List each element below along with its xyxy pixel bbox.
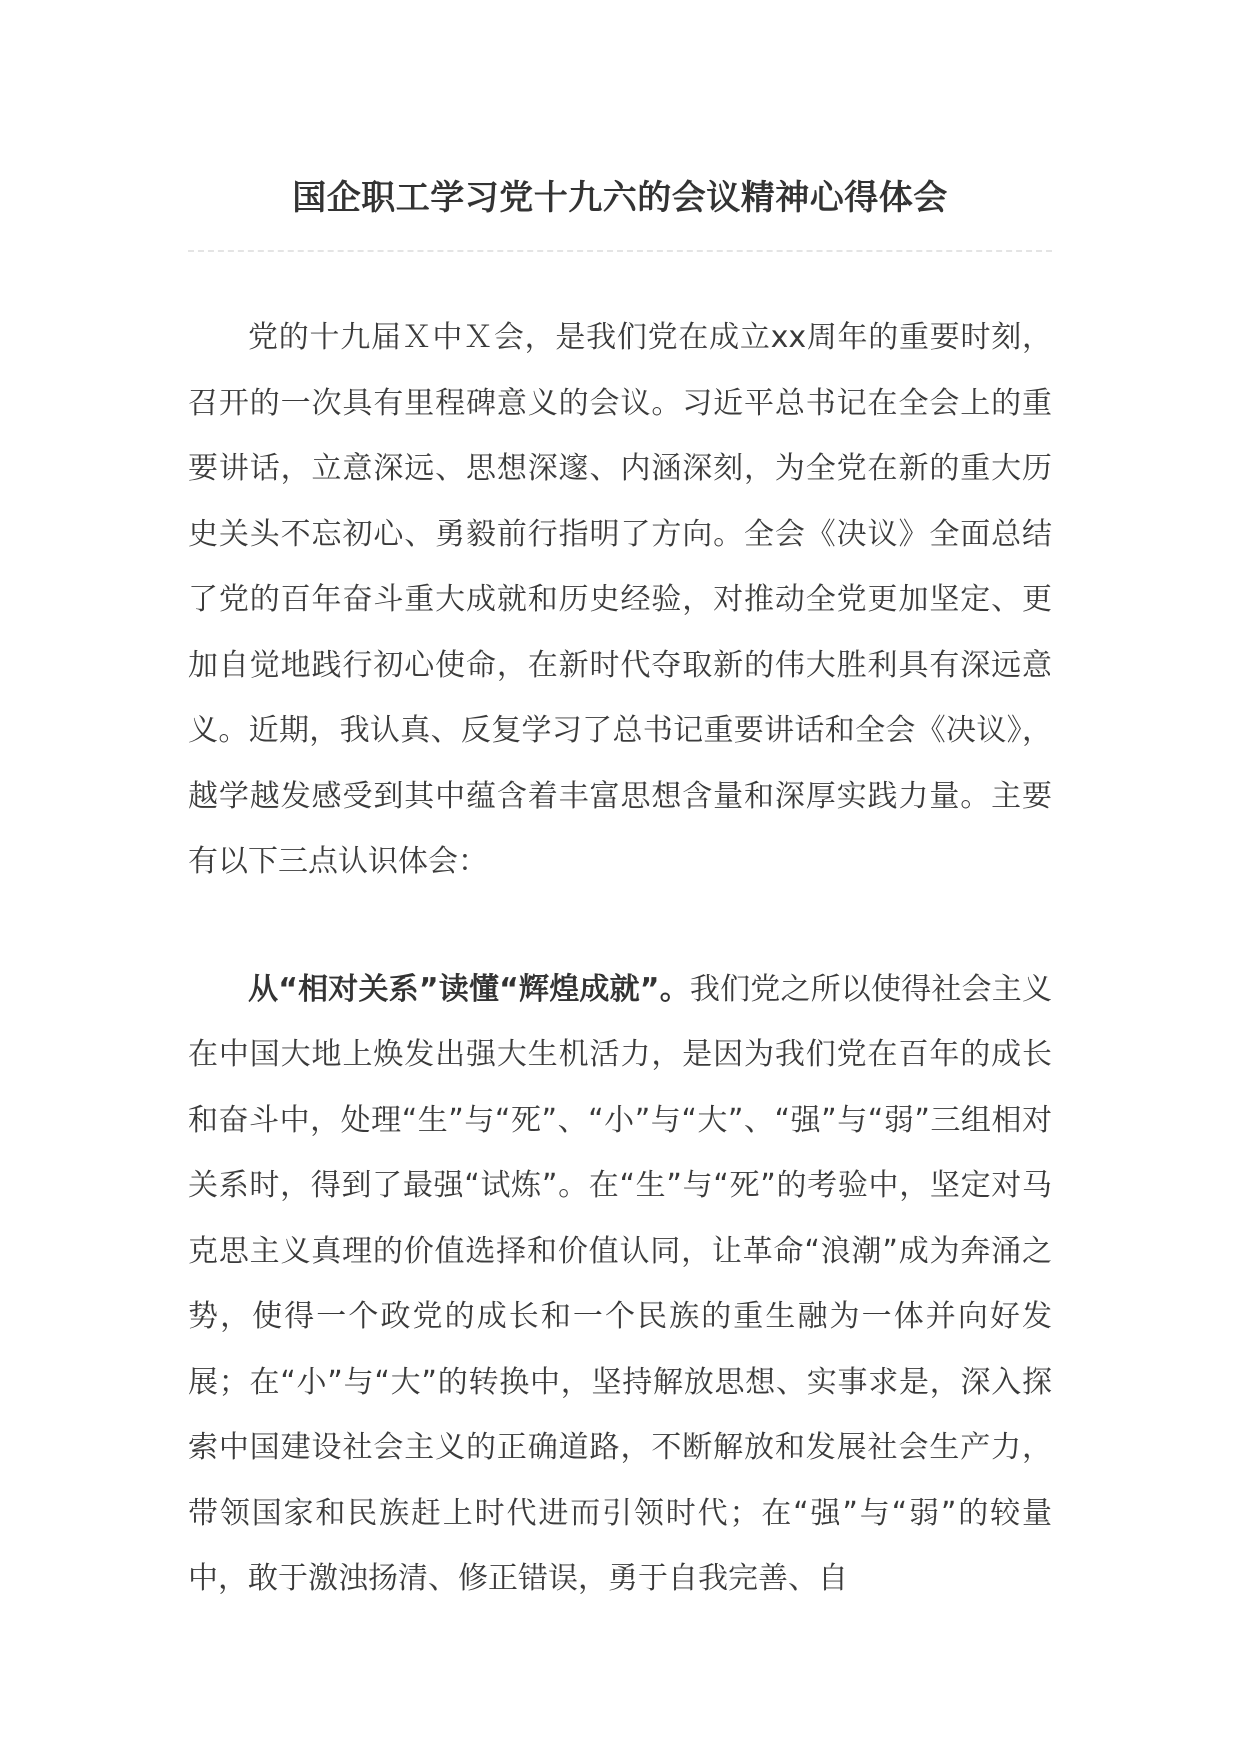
paragraph-intro <box>188 305 1052 895</box>
paragraph-relative-relations <box>188 957 1052 1612</box>
document-title: 国企职工学习党十九六的会议精神心得体会 <box>292 178 948 218</box>
document-body <box>188 305 1052 1612</box>
paragraph-intro-text: 党的十九届Ｘ中Ｘ会，是我们党在成立xx周年的重要时刻，召开的一次具有里程碑意义的会议。习近平总书记在全会上的重要讲话，立意深远、思想深邃、内涵深刻，为全党在新的重大历史关头不忘初心、勇毅前行指明了方向。全会《决议》全面总结了党的百年奋斗重大成就和历史经验，对推动全党更加坚定、更加自觉地践行初心使命，在新时代夺取新的伟大胜利具有深远意义。近期，我认真、反复学习了总书记重要讲话和全会《决议》，越学越发感受到其中蕴含着丰富思想含量和深厚实践力量。主要有以下三点认识体会： <box>188 320 1052 879</box>
paragraph-lead-heading: 从“相对关系”读懂“辉煌成就”。 <box>248 971 690 1007</box>
paragraph-relative-relations-text: 我们党之所以使得社会主义在中国大地上焕发出强大生机活力，是因为我们党在百年的成长和奋斗中，处理“生”与“死”、“小”与“大”、“强”与“弱”三组相对关系时，得到了最强“试炼”。在“生”与“死”的考验中，坚定对马克思主义真理的价值选择和价值认同，让革命“浪潮”成为奔涌之势，使得一个政党的成长和一个民族的重生融为一体并向好发展；在“小”与“大”的转换中，坚持解放思想、实事求是，深入探索中国建设社会主义的正确道路，不断解放和发展社会生产力，带领国家和民族赶上时代进而引领时代；在“强”与“弱”的较量中，敢于激浊扬清、修正错误，勇于自我完善、自 <box>188 971 1052 1596</box>
title-divider <box>188 250 1052 252</box>
